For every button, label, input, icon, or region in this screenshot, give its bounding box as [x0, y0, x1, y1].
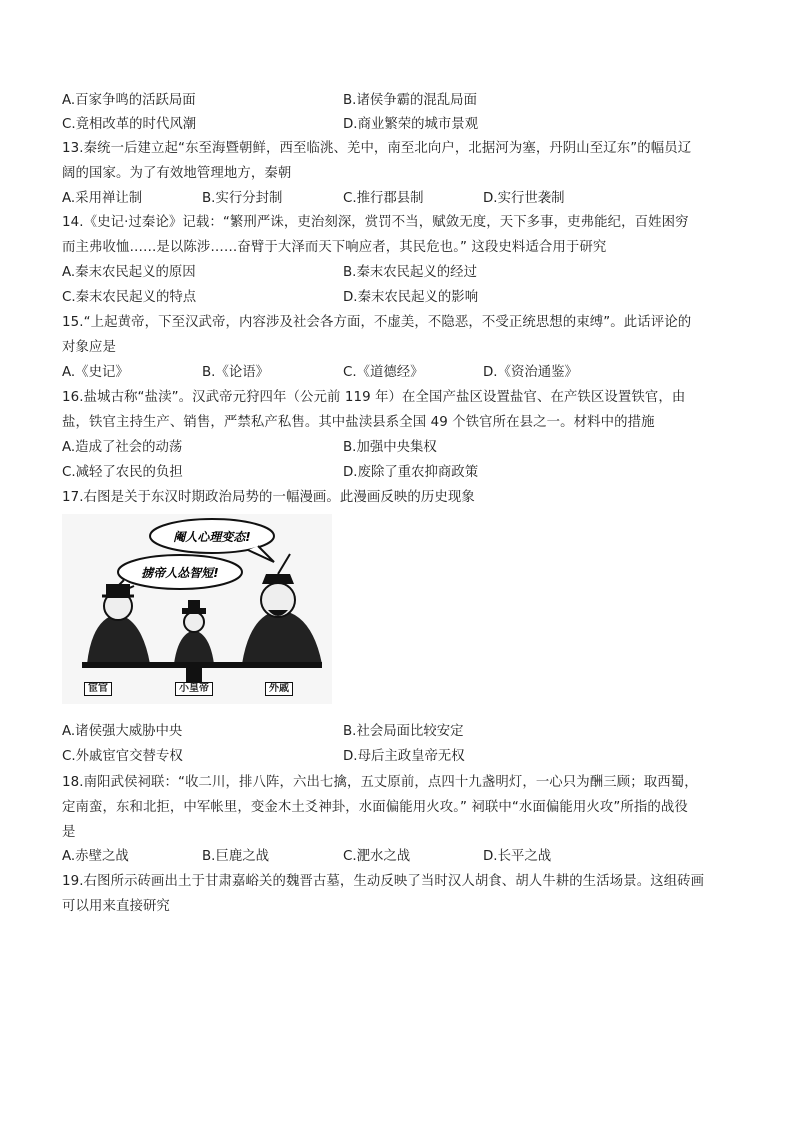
q13-option-a: A.采用禅让制	[62, 191, 143, 206]
q17-option-b: B.社会局面比较安定	[343, 724, 464, 739]
q12-option-d: D.商业繁荣的城市景观	[343, 117, 479, 132]
q14-option-b: B.秦末农民起义的经过	[343, 265, 477, 280]
q13-option-d: D.实行世袭制	[483, 191, 565, 206]
q19-text-line1: 19.右图所示砖画出土于甘肃嘉峪关的魏晋古墓，生动反映了当时汉人胡食、胡人牛耕的生活场景。这组砖画	[62, 874, 705, 889]
q18-text-line2: 定南蛮，东和北拒，中军帐里，变金木土爻神卦，水面偏能用火攻。” 祠联中“水面偏能用火攻”所指的战役	[62, 800, 688, 815]
q13-text-line2: 阔的国家。为了有效地管理地方，秦朝	[62, 166, 292, 181]
label-consort-clan: 外戚	[265, 682, 293, 696]
q17-option-d: D.母后主政皇帝无权	[343, 749, 465, 764]
q18-option-c: C.淝水之战	[343, 849, 411, 864]
q15-option-a: A.《史记》	[62, 365, 129, 380]
q19-text-line2: 可以用来直接研究	[62, 899, 170, 914]
q17-option-c: C.外戚宦官交替专权	[62, 749, 183, 764]
q14-option-a: A.秦末农民起义的原因	[62, 265, 196, 280]
q13-text-line1: 13.秦统一后建立起“东至海暨朝鲜，西至临洮、羌中，南至北向户，北据河为塞，丹阴山至辽东”的幅员辽	[62, 141, 692, 156]
label-little-emperor: 小皇帝	[175, 682, 213, 696]
speech-bubble-consort-text: 掳帝人怂智短!	[141, 566, 219, 580]
q18-option-d: D.长平之战	[483, 849, 552, 864]
q12-option-a: A.百家争鸣的活跃局面	[62, 93, 196, 108]
q16-option-c: C.减轻了农民的负担	[62, 465, 183, 480]
q14-option-c: C.秦末农民起义的特点	[62, 290, 197, 305]
label-eunuch: 宦官	[84, 682, 112, 696]
q17-text-line1: 17.右图是关于东汉时期政治局势的一幅漫画。此漫画反映的历史现象	[62, 490, 475, 505]
cartoon-drawing	[62, 514, 332, 704]
q13-option-b: B.实行分封制	[202, 191, 283, 206]
q12-option-b: B.诸侯争霸的混乱局面	[343, 93, 477, 108]
q14-text-line1: 14.《史记·过秦论》记载：“繁刑严诛，吏治刻深，赏罚不当，赋敛无度，天下多事，吏弗能纪，百姓困穷	[62, 215, 689, 230]
q17-option-a: A.诸侯强大威胁中央	[62, 724, 183, 739]
q18-option-a: A.赤壁之战	[62, 849, 129, 864]
q16-text-line2: 盐，铁官主持生产、销售，严禁私产私售。其中盐渎县系全国 49 个铁官所在县之一。材料中的措施	[62, 415, 655, 430]
q18-text-line1: 18.南阳武侯祠联：“收二川，排八阵，六出七擒，五丈原前，点四十九盏明灯，一心只为酬三顾；取西蜀，	[62, 775, 698, 790]
q14-text-line2: 而主弗收恤……是以陈涉……奋臂于大泽而天下响应者，其民危也。” 这段史料适合用于研究	[62, 240, 607, 255]
q18-option-b: B.巨鹿之战	[202, 849, 270, 864]
political-cartoon	[62, 514, 332, 704]
q15-option-d: D.《资治通鉴》	[483, 365, 578, 380]
q16-option-b: B.加强中央集权	[343, 440, 437, 455]
q16-option-d: D.废除了重农抑商政策	[343, 465, 479, 480]
q15-text-line1: 15.“上起黄帝，下至汉武帝，内容涉及社会各方面，不虚美，不隐恶，不受正统思想的束缚”。此话评论的	[62, 315, 692, 330]
q13-option-c: C.推行郡县制	[343, 191, 424, 206]
q18-text-line3: 是	[62, 825, 76, 840]
q14-option-d: D.秦末农民起义的影响	[343, 290, 479, 305]
q12-option-c: C.竟相改革的时代风潮	[62, 117, 197, 132]
q15-option-c: C.《道德经》	[343, 365, 424, 380]
q15-text-line2: 对象应是	[62, 340, 116, 355]
q16-option-a: A.造成了社会的动荡	[62, 440, 183, 455]
q16-text-line1: 16.盐城古称“盐渎”。汉武帝元狩四年（公元前 119 年）在全国产盐区设置盐官、在产铁区设置铁官，由	[62, 390, 686, 405]
speech-bubble-eunuch-text: 阉人心理变态!	[173, 530, 251, 544]
q15-option-b: B.《论语》	[202, 365, 270, 380]
